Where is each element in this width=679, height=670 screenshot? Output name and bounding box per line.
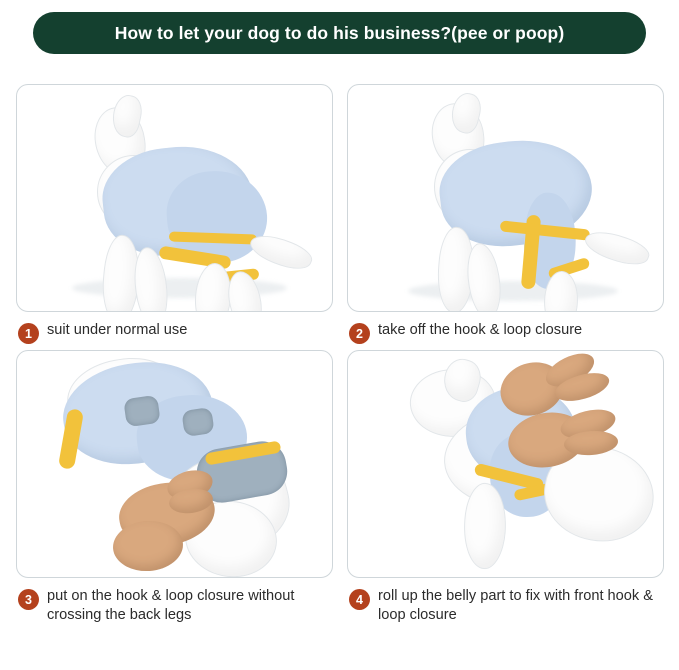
step-4-caption bbox=[347, 587, 662, 626]
step-number-badge: 2 bbox=[349, 323, 370, 344]
header-banner bbox=[33, 12, 646, 54]
page-title: How to let your dog to do his business?(pee or poop) bbox=[114, 22, 565, 43]
dog-front-leg-2 bbox=[465, 242, 504, 312]
step-number-badge: 1 bbox=[18, 323, 39, 344]
step-caption-text: take off the hook & loop closure bbox=[378, 322, 583, 338]
illustration-attach-closure bbox=[17, 351, 332, 577]
step-card-1 bbox=[8, 84, 339, 350]
step-card-3 bbox=[8, 350, 339, 632]
illustration-roll-up-belly bbox=[348, 351, 663, 577]
step-4-image bbox=[347, 350, 664, 578]
steps-grid bbox=[8, 84, 671, 632]
step-1-caption bbox=[16, 321, 331, 344]
step-3-image bbox=[16, 350, 333, 578]
step-2-caption bbox=[347, 321, 662, 344]
step-caption-text: suit under normal use bbox=[47, 322, 188, 338]
step-caption-text: put on the hook & loop closure without crossing the back legs bbox=[47, 588, 295, 624]
step-card-2 bbox=[339, 84, 670, 350]
step-1-image bbox=[16, 84, 333, 312]
dog-tail bbox=[582, 224, 653, 271]
step-number-badge: 4 bbox=[349, 589, 370, 610]
step-2-image bbox=[347, 84, 664, 312]
step-3-caption bbox=[16, 587, 331, 626]
step-number-badge: 3 bbox=[18, 589, 39, 610]
illustration-dog-normal-use bbox=[17, 85, 332, 311]
illustration-closure-open bbox=[348, 85, 663, 311]
step-caption-text: roll up the belly part to fix with front hook & loop closure bbox=[378, 588, 653, 624]
step-card-4 bbox=[339, 350, 670, 632]
